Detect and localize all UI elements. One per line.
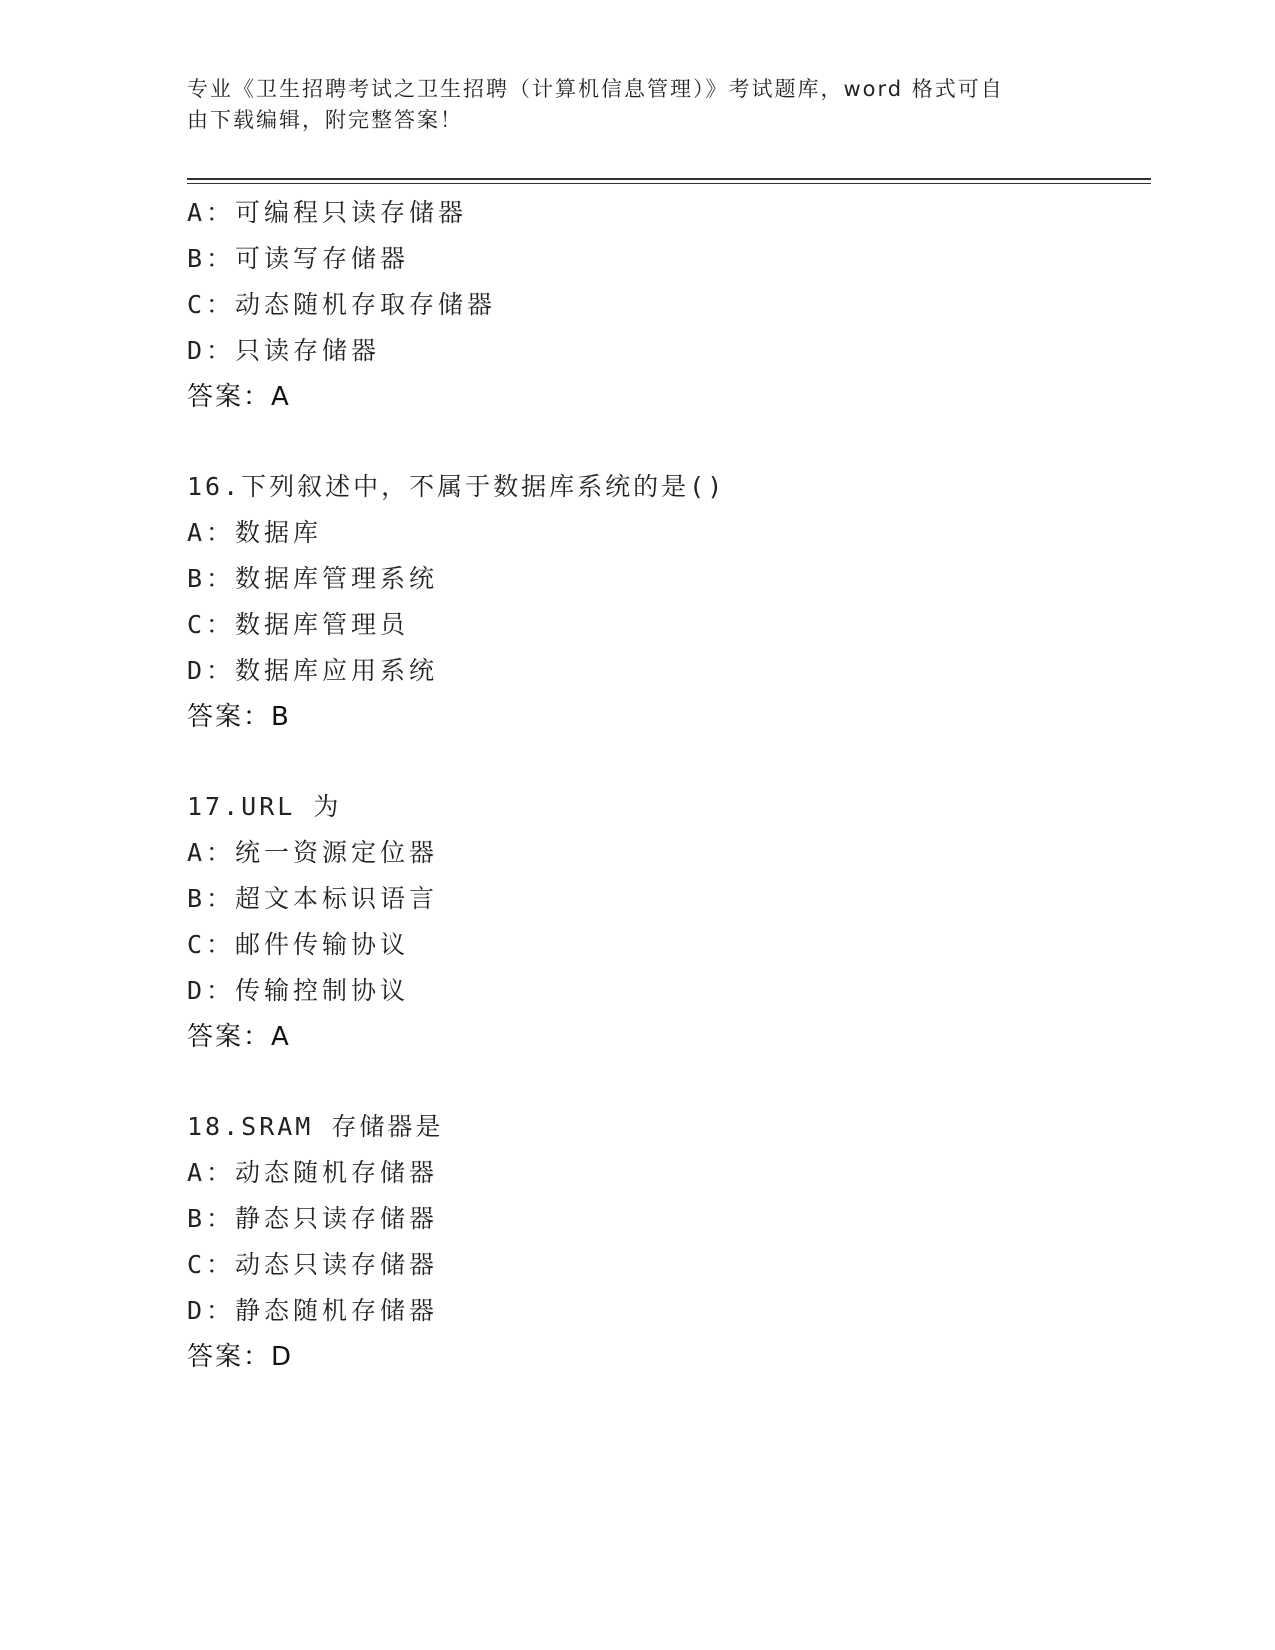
question-title: 17.URL 为: [187, 792, 342, 821]
header-line-1: 专业《卫生招聘考试之卫生招聘（计算机信息管理）》考试题库，word 格式可自: [187, 77, 1004, 101]
page-header: [187, 74, 1087, 136]
option-b: B：数据库管理系统: [187, 564, 439, 593]
option-c: C：动态随机存取存储器: [187, 290, 497, 319]
option-d: D：传输控制协议: [187, 976, 410, 1005]
option-b: B：超文本标识语言: [187, 884, 439, 913]
option-b: B：静态只读存储器: [187, 1204, 439, 1233]
answer: 答案：A: [187, 1022, 291, 1052]
header-line-2: 由下载编辑，附完整答案！: [187, 108, 463, 132]
question-18: [187, 1104, 1147, 1380]
option-a: A：统一资源定位器: [187, 838, 439, 867]
header-divider: [187, 178, 1151, 184]
answer: 答案：A: [187, 382, 291, 412]
option-d: D：只读存储器: [187, 336, 381, 365]
option-c: C：数据库管理员: [187, 610, 410, 639]
option-c: C：动态只读存储器: [187, 1250, 439, 1279]
question-title: 16.下列叙述中，不属于数据库系统的是(): [187, 472, 726, 501]
answer: 答案：B: [187, 702, 291, 732]
question-list: [187, 190, 1147, 1380]
option-d: D：静态随机存储器: [187, 1296, 439, 1325]
option-a: A：可编程只读存储器: [187, 198, 468, 227]
option-c: C：邮件传输协议: [187, 930, 410, 959]
question-title: 18.SRAM 存储器是: [187, 1112, 444, 1141]
option-b: B：可读写存储器: [187, 244, 410, 273]
question-partial: [187, 190, 1147, 420]
question-17: [187, 784, 1147, 1060]
question-16: [187, 464, 1147, 740]
answer: 答案：D: [187, 1342, 294, 1372]
option-a: A：数据库: [187, 518, 323, 547]
option-a: A：动态随机存储器: [187, 1158, 439, 1187]
option-d: D：数据库应用系统: [187, 656, 439, 685]
